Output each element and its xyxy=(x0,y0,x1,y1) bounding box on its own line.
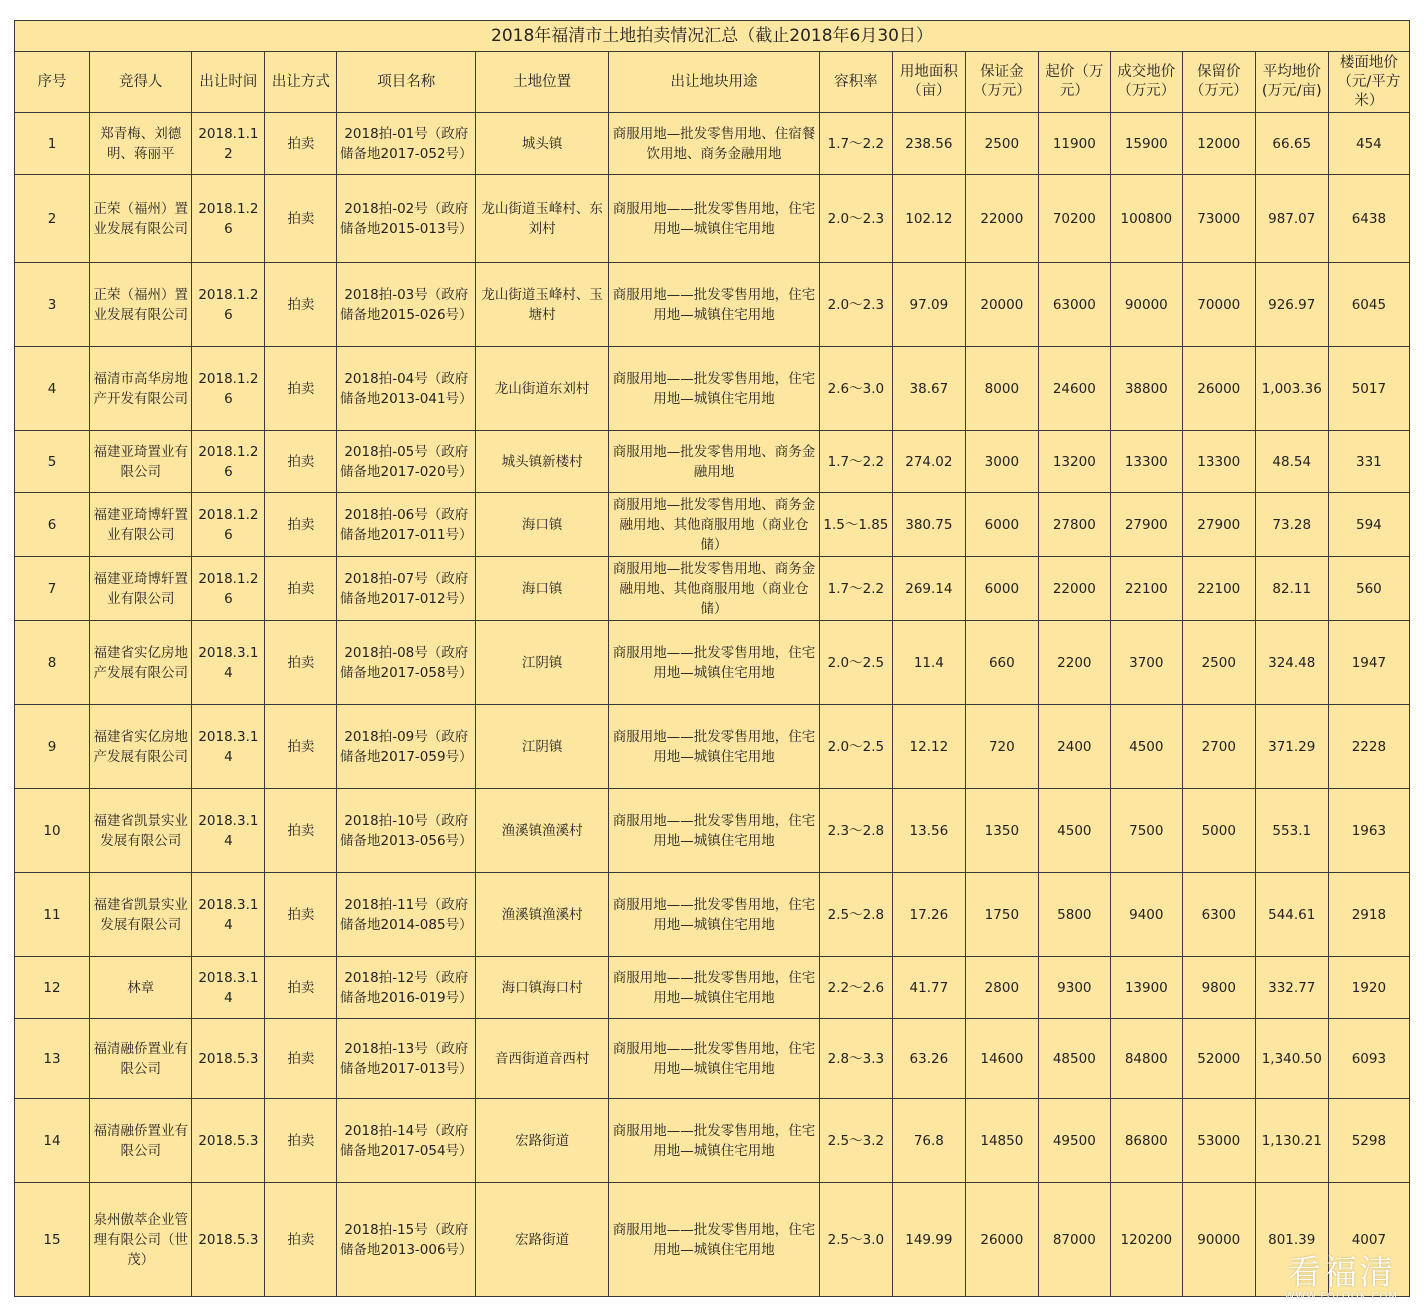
table-cell: 2018拍-03号（政府储备地2015-026号） xyxy=(337,263,476,347)
table-cell: 拍卖 xyxy=(265,1019,337,1099)
table-cell: 2018.1.26 xyxy=(192,175,265,263)
table-cell: 商服用地——批发零售用地，住宅用地—城镇住宅用地 xyxy=(609,1019,820,1099)
table-cell: 38800 xyxy=(1110,347,1182,431)
table-cell: 拍卖 xyxy=(265,431,337,493)
table-cell: 龙山街道东刘村 xyxy=(476,347,609,431)
table-cell: 324.48 xyxy=(1255,621,1328,705)
table-cell: 2018拍-15号（政府储备地2013-006号） xyxy=(337,1183,476,1297)
table-cell: 6000 xyxy=(965,557,1038,621)
table-cell: 553.1 xyxy=(1255,789,1328,873)
column-header: 起价（万元） xyxy=(1038,52,1110,113)
table-cell: 拍卖 xyxy=(265,263,337,347)
table-cell: 城头镇新楼村 xyxy=(476,431,609,493)
table-cell: 1.7～2.2 xyxy=(819,113,892,175)
table-cell: 2018.3.14 xyxy=(192,789,265,873)
table-cell: 73000 xyxy=(1182,175,1255,263)
table-cell: 2228 xyxy=(1328,705,1409,789)
table-cell: 5298 xyxy=(1328,1099,1409,1183)
table-cell: 63000 xyxy=(1038,263,1110,347)
table-cell: 27900 xyxy=(1110,493,1182,557)
table-cell: 泉州傲萃企业管理有限公司（世茂） xyxy=(90,1183,192,1297)
table-cell: 11.4 xyxy=(892,621,965,705)
table-cell: 2.0～2.3 xyxy=(819,263,892,347)
table-cell: 2.0～2.5 xyxy=(819,621,892,705)
table-cell: 2018拍-12号（政府储备地2016-019号） xyxy=(337,957,476,1019)
table-cell: 1947 xyxy=(1328,621,1409,705)
column-header: 成交地价（万元） xyxy=(1110,52,1182,113)
table-cell: 江阴镇 xyxy=(476,705,609,789)
table-cell: 7 xyxy=(15,557,90,621)
column-header: 容积率 xyxy=(819,52,892,113)
column-header: 出让地块用途 xyxy=(609,52,820,113)
table-cell: 拍卖 xyxy=(265,873,337,957)
table-cell: 1.7～2.2 xyxy=(819,431,892,493)
table-cell: 13 xyxy=(15,1019,90,1099)
table-cell: 22000 xyxy=(1038,557,1110,621)
table-cell: 2.0～2.5 xyxy=(819,705,892,789)
table-cell: 拍卖 xyxy=(265,347,337,431)
table-cell: 2918 xyxy=(1328,873,1409,957)
table-cell: 福建亚琦博轩置业有限公司 xyxy=(90,493,192,557)
table-cell: 66.65 xyxy=(1255,113,1328,175)
table-row xyxy=(15,431,1410,493)
land-auction-sheet xyxy=(14,20,1410,1297)
table-cell: 70000 xyxy=(1182,263,1255,347)
table-cell: 274.02 xyxy=(892,431,965,493)
table-cell: 正荣（福州）置业发展有限公司 xyxy=(90,175,192,263)
table-cell: 商服用地—批发零售用地、商务金融用地、其他商服用地（商业仓储） xyxy=(609,493,820,557)
table-cell: 5000 xyxy=(1182,789,1255,873)
land-auction-table xyxy=(14,20,1410,1297)
table-cell: 1.5～1.85 xyxy=(819,493,892,557)
table-cell: 27800 xyxy=(1038,493,1110,557)
table-cell: 8000 xyxy=(965,347,1038,431)
table-cell: 48.54 xyxy=(1255,431,1328,493)
table-cell: 90000 xyxy=(1182,1183,1255,1297)
table-cell: 6045 xyxy=(1328,263,1409,347)
table-cell: 2018拍-06号（政府储备地2017-011号） xyxy=(337,493,476,557)
column-header: 用地面积（亩） xyxy=(892,52,965,113)
table-cell: 商服用地—批发零售用地、住宿餐饮用地、商务金融用地 xyxy=(609,113,820,175)
table-cell: 22100 xyxy=(1110,557,1182,621)
table-cell: 福建省实亿房地产发展有限公司 xyxy=(90,705,192,789)
table-cell: 14850 xyxy=(965,1099,1038,1183)
table-cell: 12 xyxy=(15,957,90,1019)
column-header: 项目名称 xyxy=(337,52,476,113)
table-cell: 238.56 xyxy=(892,113,965,175)
table-cell: 14 xyxy=(15,1099,90,1183)
table-cell: 52000 xyxy=(1182,1019,1255,1099)
table-cell: 22000 xyxy=(965,175,1038,263)
table-cell: 拍卖 xyxy=(265,1183,337,1297)
table-cell: 拍卖 xyxy=(265,493,337,557)
table-cell: 86800 xyxy=(1110,1099,1182,1183)
table-cell: 2018拍-09号（政府储备地2017-059号） xyxy=(337,705,476,789)
table-cell: 江阴镇 xyxy=(476,621,609,705)
table-cell: 2018.5.3 xyxy=(192,1099,265,1183)
table-cell: 海口镇 xyxy=(476,557,609,621)
column-header: 序号 xyxy=(15,52,90,113)
table-cell: 15 xyxy=(15,1183,90,1297)
table-cell: 20000 xyxy=(965,263,1038,347)
table-cell: 87000 xyxy=(1038,1183,1110,1297)
table-cell: 音西街道音西村 xyxy=(476,1019,609,1099)
table-cell: 801.39 xyxy=(1255,1183,1328,1297)
table-cell: 2.3～2.8 xyxy=(819,789,892,873)
table-cell: 331 xyxy=(1328,431,1409,493)
table-row xyxy=(15,113,1410,175)
table-cell: 2018.1.26 xyxy=(192,431,265,493)
table-cell: 24600 xyxy=(1038,347,1110,431)
table-cell: 福建亚琦博轩置业有限公司 xyxy=(90,557,192,621)
table-cell: 4 xyxy=(15,347,90,431)
table-cell: 渔溪镇渔溪村 xyxy=(476,873,609,957)
table-cell: 城头镇 xyxy=(476,113,609,175)
table-cell: 2018.3.14 xyxy=(192,873,265,957)
table-cell: 拍卖 xyxy=(265,557,337,621)
table-cell: 2018.5.3 xyxy=(192,1183,265,1297)
table-cell: 6438 xyxy=(1328,175,1409,263)
table-cell: 26000 xyxy=(965,1183,1038,1297)
table-cell: 商服用地——批发零售用地，住宅用地—城镇住宅用地 xyxy=(609,347,820,431)
table-cell: 1,130.21 xyxy=(1255,1099,1328,1183)
table-cell: 102.12 xyxy=(892,175,965,263)
table-cell: 3 xyxy=(15,263,90,347)
table-cell: 商服用地——批发零售用地，住宅用地—城镇住宅用地 xyxy=(609,873,820,957)
table-cell: 3700 xyxy=(1110,621,1182,705)
table-cell: 拍卖 xyxy=(265,113,337,175)
table-cell: 1,340.50 xyxy=(1255,1019,1328,1099)
table-cell: 6000 xyxy=(965,493,1038,557)
table-cell: 渔溪镇渔溪村 xyxy=(476,789,609,873)
column-header: 保留价（万元） xyxy=(1182,52,1255,113)
table-cell: 拍卖 xyxy=(265,1099,337,1183)
table-cell: 4007 xyxy=(1328,1183,1409,1297)
table-cell: 2018拍-11号（政府储备地2014-085号） xyxy=(337,873,476,957)
table-row xyxy=(15,175,1410,263)
table-cell: 9800 xyxy=(1182,957,1255,1019)
table-cell: 宏路街道 xyxy=(476,1183,609,1297)
column-header: 楼面地价（元/平方米） xyxy=(1328,52,1409,113)
table-cell: 13.56 xyxy=(892,789,965,873)
table-cell: 13300 xyxy=(1110,431,1182,493)
table-cell: 福清融侨置业有限公司 xyxy=(90,1019,192,1099)
table-cell: 2500 xyxy=(1182,621,1255,705)
table-cell: 269.14 xyxy=(892,557,965,621)
table-cell: 332.77 xyxy=(1255,957,1328,1019)
table-cell: 6300 xyxy=(1182,873,1255,957)
table-cell: 371.29 xyxy=(1255,705,1328,789)
table-cell: 拍卖 xyxy=(265,621,337,705)
table-cell: 49500 xyxy=(1038,1099,1110,1183)
table-cell: 2200 xyxy=(1038,621,1110,705)
table-cell: 8 xyxy=(15,621,90,705)
table-cell: 12000 xyxy=(1182,113,1255,175)
table-cell: 544.61 xyxy=(1255,873,1328,957)
table-cell: 90000 xyxy=(1110,263,1182,347)
table-cell: 商服用地—批发零售用地、商务金融用地、其他商服用地（商业仓储） xyxy=(609,557,820,621)
table-cell: 73.28 xyxy=(1255,493,1328,557)
table-cell: 2.5～2.8 xyxy=(819,873,892,957)
table-cell: 660 xyxy=(965,621,1038,705)
table-cell: 3000 xyxy=(965,431,1038,493)
table-cell: 2018.1.12 xyxy=(192,113,265,175)
table-cell: 1920 xyxy=(1328,957,1409,1019)
table-cell: 拍卖 xyxy=(265,175,337,263)
table-row xyxy=(15,705,1410,789)
table-cell: 拍卖 xyxy=(265,957,337,1019)
table-cell: 70200 xyxy=(1038,175,1110,263)
table-cell: 2018拍-08号（政府储备地2017-058号） xyxy=(337,621,476,705)
table-cell: 380.75 xyxy=(892,493,965,557)
table-cell: 商服用地——批发零售用地，住宅用地—城镇住宅用地 xyxy=(609,263,820,347)
table-cell: 商服用地—批发零售用地、商务金融用地 xyxy=(609,431,820,493)
table-cell: 2018.1.26 xyxy=(192,347,265,431)
table-cell: 454 xyxy=(1328,113,1409,175)
table-cell: 5800 xyxy=(1038,873,1110,957)
table-cell: 2018拍-10号（政府储备地2013-056号） xyxy=(337,789,476,873)
table-cell: 商服用地——批发零售用地，住宅用地—城镇住宅用地 xyxy=(609,175,820,263)
header-row xyxy=(15,52,1410,113)
table-cell: 2018拍-04号（政府储备地2013-041号） xyxy=(337,347,476,431)
table-cell: 63.26 xyxy=(892,1019,965,1099)
table-cell: 2400 xyxy=(1038,705,1110,789)
table-row xyxy=(15,873,1410,957)
table-cell: 福清融侨置业有限公司 xyxy=(90,1099,192,1183)
table-cell: 120200 xyxy=(1110,1183,1182,1297)
table-cell: 1.7～2.2 xyxy=(819,557,892,621)
table-row xyxy=(15,1183,1410,1297)
table-cell: 2018.3.14 xyxy=(192,621,265,705)
table-cell: 龙山街道玉峰村、玉塘村 xyxy=(476,263,609,347)
table-cell: 商服用地——批发零售用地，住宅用地—城镇住宅用地 xyxy=(609,621,820,705)
table-cell: 9400 xyxy=(1110,873,1182,957)
table-cell: 龙山街道玉峰村、东刘村 xyxy=(476,175,609,263)
table-row xyxy=(15,263,1410,347)
table-cell: 林章 xyxy=(90,957,192,1019)
table-cell: 9300 xyxy=(1038,957,1110,1019)
table-cell: 2018拍-07号（政府储备地2017-012号） xyxy=(337,557,476,621)
table-cell: 5017 xyxy=(1328,347,1409,431)
table-cell: 1750 xyxy=(965,873,1038,957)
table-cell: 2.8～3.3 xyxy=(819,1019,892,1099)
table-cell: 41.77 xyxy=(892,957,965,1019)
table-row xyxy=(15,1019,1410,1099)
table-cell: 1350 xyxy=(965,789,1038,873)
table-cell: 2018拍-02号（政府储备地2015-013号） xyxy=(337,175,476,263)
table-row xyxy=(15,557,1410,621)
table-cell: 84800 xyxy=(1110,1019,1182,1099)
table-cell: 76.8 xyxy=(892,1099,965,1183)
table-cell: 14600 xyxy=(965,1019,1038,1099)
table-cell: 27900 xyxy=(1182,493,1255,557)
table-cell: 商服用地——批发零售用地，住宅用地—城镇住宅用地 xyxy=(609,957,820,1019)
table-cell: 2800 xyxy=(965,957,1038,1019)
table-cell: 82.11 xyxy=(1255,557,1328,621)
table-cell: 26000 xyxy=(1182,347,1255,431)
table-cell: 2.2～2.6 xyxy=(819,957,892,1019)
table-cell: 12.12 xyxy=(892,705,965,789)
table-cell: 2.5～3.2 xyxy=(819,1099,892,1183)
table-cell: 6 xyxy=(15,493,90,557)
table-cell: 11900 xyxy=(1038,113,1110,175)
column-header: 平均地价(万元/亩) xyxy=(1255,52,1328,113)
table-cell: 48500 xyxy=(1038,1019,1110,1099)
table-cell: 2018.3.14 xyxy=(192,705,265,789)
table-cell: 97.09 xyxy=(892,263,965,347)
table-cell: 2018.1.26 xyxy=(192,493,265,557)
table-cell: 149.99 xyxy=(892,1183,965,1297)
table-cell: 2500 xyxy=(965,113,1038,175)
table-cell: 2018拍-13号（政府储备地2017-013号） xyxy=(337,1019,476,1099)
table-cell: 5 xyxy=(15,431,90,493)
table-cell: 6093 xyxy=(1328,1019,1409,1099)
table-cell: 2018.1.26 xyxy=(192,263,265,347)
table-row xyxy=(15,1099,1410,1183)
table-body xyxy=(15,113,1410,1297)
column-header: 竞得人 xyxy=(90,52,192,113)
table-cell: 福建省凯景实业发展有限公司 xyxy=(90,873,192,957)
table-cell: 2018.5.3 xyxy=(192,1019,265,1099)
table-cell: 拍卖 xyxy=(265,789,337,873)
table-cell: 宏路街道 xyxy=(476,1099,609,1183)
table-cell: 594 xyxy=(1328,493,1409,557)
table-cell: 2018.1.26 xyxy=(192,557,265,621)
table-cell: 10 xyxy=(15,789,90,873)
table-cell: 商服用地——批发零售用地，住宅用地—城镇住宅用地 xyxy=(609,705,820,789)
column-header: 出让方式 xyxy=(265,52,337,113)
table-cell: 商服用地——批发零售用地，住宅用地—城镇住宅用地 xyxy=(609,1099,820,1183)
table-cell: 15900 xyxy=(1110,113,1182,175)
table-cell: 22100 xyxy=(1182,557,1255,621)
table-cell: 福建亚琦置业有限公司 xyxy=(90,431,192,493)
table-cell: 987.07 xyxy=(1255,175,1328,263)
table-cell: 17.26 xyxy=(892,873,965,957)
table-cell: 1 xyxy=(15,113,90,175)
table-cell: 2.0～2.3 xyxy=(819,175,892,263)
table-cell: 560 xyxy=(1328,557,1409,621)
column-header: 保证金（万元） xyxy=(965,52,1038,113)
table-cell: 2018拍-14号（政府储备地2017-054号） xyxy=(337,1099,476,1183)
table-cell: 13900 xyxy=(1110,957,1182,1019)
table-cell: 4500 xyxy=(1110,705,1182,789)
table-cell: 53000 xyxy=(1182,1099,1255,1183)
table-cell: 720 xyxy=(965,705,1038,789)
table-cell: 福清市高华房地产开发有限公司 xyxy=(90,347,192,431)
table-cell: 商服用地——批发零售用地，住宅用地—城镇住宅用地 xyxy=(609,789,820,873)
table-row xyxy=(15,789,1410,873)
table-cell: 7500 xyxy=(1110,789,1182,873)
table-cell: 13300 xyxy=(1182,431,1255,493)
table-cell: 郑青梅、刘德明、蒋丽平 xyxy=(90,113,192,175)
table-cell: 4500 xyxy=(1038,789,1110,873)
table-cell: 2018拍-01号（政府储备地2017-052号） xyxy=(337,113,476,175)
table-cell: 926.97 xyxy=(1255,263,1328,347)
table-cell: 海口镇 xyxy=(476,493,609,557)
table-row xyxy=(15,493,1410,557)
table-row xyxy=(15,957,1410,1019)
watermark-text: 看福清 xyxy=(1287,1253,1396,1293)
table-cell: 2018.3.14 xyxy=(192,957,265,1019)
table-cell: 2018拍-05号（政府储备地2017-020号） xyxy=(337,431,476,493)
table-cell: 2 xyxy=(15,175,90,263)
table-cell: 拍卖 xyxy=(265,705,337,789)
column-header: 出让时间 xyxy=(192,52,265,113)
table-cell: 1,003.36 xyxy=(1255,347,1328,431)
column-header: 土地位置 xyxy=(476,52,609,113)
watermark-url: WWW.FQLOOK.COM xyxy=(1284,1291,1398,1302)
table-cell: 福建省凯景实业发展有限公司 xyxy=(90,789,192,873)
table-cell: 1963 xyxy=(1328,789,1409,873)
table-cell: 38.67 xyxy=(892,347,965,431)
table-cell: 福建省实亿房地产发展有限公司 xyxy=(90,621,192,705)
table-cell: 11 xyxy=(15,873,90,957)
table-row xyxy=(15,621,1410,705)
table-cell: 2.6～3.0 xyxy=(819,347,892,431)
table-cell: 2.5～3.0 xyxy=(819,1183,892,1297)
table-cell: 正荣（福州）置业发展有限公司 xyxy=(90,263,192,347)
table-title: 2018年福清市土地拍卖情况汇总（截止2018年6月30日） xyxy=(15,21,1410,52)
table-cell: 2700 xyxy=(1182,705,1255,789)
table-cell: 商服用地——批发零售用地，住宅用地—城镇住宅用地 xyxy=(609,1183,820,1297)
table-cell: 9 xyxy=(15,705,90,789)
table-cell: 海口镇海口村 xyxy=(476,957,609,1019)
table-row xyxy=(15,347,1410,431)
table-cell: 100800 xyxy=(1110,175,1182,263)
table-cell: 13200 xyxy=(1038,431,1110,493)
